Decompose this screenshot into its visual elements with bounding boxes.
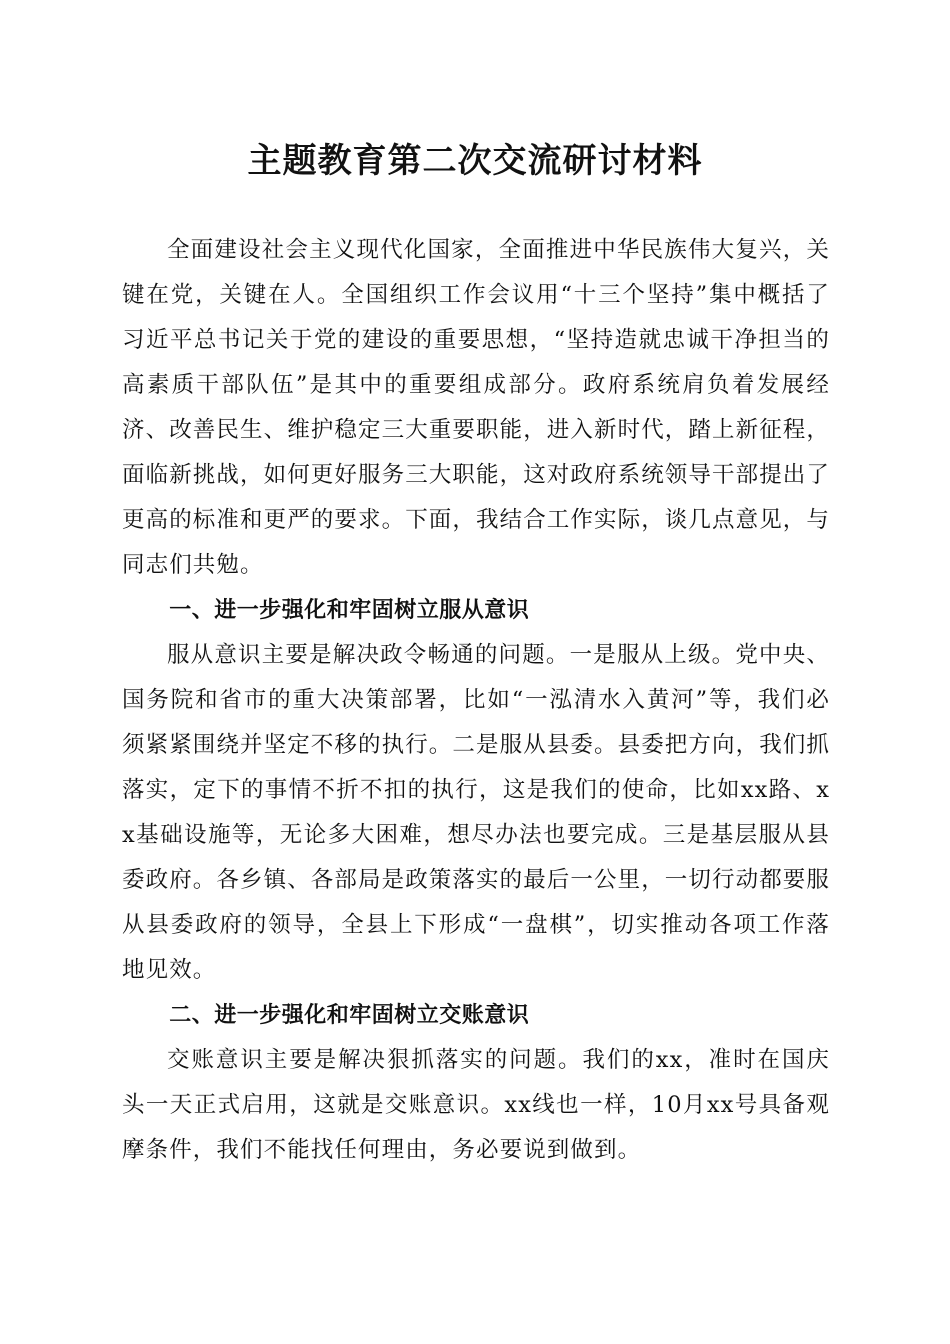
document-title: 主题教育第二次交流研讨材料	[247, 141, 703, 181]
intro-paragraph: 全面建设社会主义现代化国家，全面推进中华民族伟大复兴，关键在党，关键在人。全国组织工作会议用“十三个坚持”集中概括了习近平总书记关于党的建设的重要思想，“坚持造就忠诚干净担当的高素质干部队伍”是其中的重要组成部分。政府系统肩负着发展经济、改善民生、维护稳定三大重要职能，进入新时代，踏上新征程，面临新挑战，如何更好服务三大职能，这对政府系统领导干部提出了更高的标准和更严的要求。下面，我结合工作实际，谈几点意见，与同志们共勉。	[122, 237, 831, 578]
section-heading-2: 二、进一步强化和牢固树立交账意识	[169, 1003, 530, 1028]
document-body	[122, 228, 830, 1173]
section-2-paragraph: 交账意识主要是解决狠抓落实的问题。我们的xx，准时在国庆头一天正式启用，这就是交账意识。xx线也一样，10月xx号具备观摩条件，我们不能找任何理由，务必要说到做到。	[122, 1047, 830, 1163]
section-1-paragraph: 服从意识主要是解决政令畅通的问题。一是服从上级。党中央、国务院和省市的重大决策部署，比如“一泓清水入黄河”等，我们必须紧紧围绕并坚定不移的执行。二是服从县委。县委把方向，我们抓落实，定下的事情不折不扣的执行，这是我们的使命，比如xx路、xx基础设施等，无论多大困难，想尽办法也要完成。三是基层服从县委政府。各乡镇、各部局是政策落实的最后一公里，一切行动都要服从县委政府的领导，全县上下形成“一盘棋”，切实推动各项工作落地见效。	[122, 642, 831, 983]
section-heading-1: 一、进一步强化和牢固树立服从意识	[169, 598, 530, 623]
